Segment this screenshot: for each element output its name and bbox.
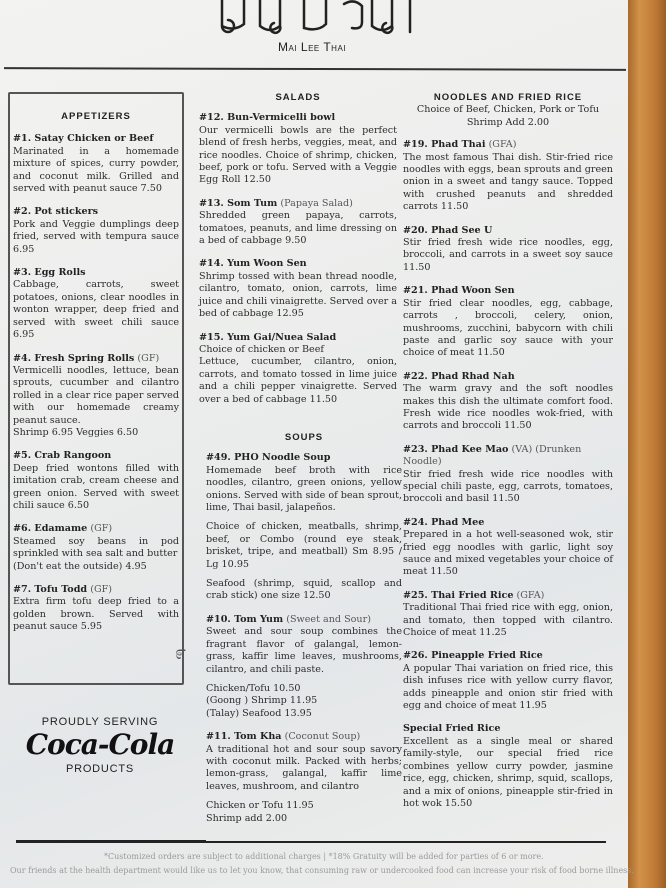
footer-note-charges: *Customized orders are subject to additional charges | *18% Gratuity will be added for parties of 6 or more. (104, 852, 544, 861)
menu-item-name: #14. Yum Woon Sen (199, 258, 307, 270)
menu-item-name: #5. Crab Rangoon (13, 450, 112, 462)
menu-item (206, 452, 402, 602)
menu-item (403, 590, 613, 640)
menu-item (13, 450, 179, 512)
menu-item-title-row (13, 206, 179, 218)
menu-item-title-row (199, 258, 397, 270)
menu-item-name: #4. Fresh Spring Rolls (13, 352, 135, 364)
menu-item-price-note: Chicken or Tofu 11.95 Shrimp add 2.00 (206, 800, 314, 824)
thai-script-logo (212, 0, 422, 36)
wooden-table-edge (628, 0, 666, 888)
menu-item (199, 198, 397, 248)
menu-item-tag: (Sweet and Sour) (286, 613, 371, 625)
menu-item-description: Stir fried clear noodles, egg, cabbage, carrots , broccoli, celery, onion, mushrooms, zucchini, babycorn with chili paste and garlic soy sauce with your choice of meat 11.50 (403, 297, 613, 359)
divider (16, 840, 206, 843)
menu-item-description: Extra firm tofu deep fried to a golden brown. Served with peanut sauce 5.95 (13, 596, 179, 633)
menu-item-description: The most famous Thai dish. Stir-fried rice noodles with eggs, bean sprouts and green onion in a sweet and tangy sauce. Topped with crushed peanuts and shredded carrots 11.50 (403, 151, 613, 213)
menu-item (199, 258, 397, 320)
menu-item-tag: (VA) (Drunken Noodle) (403, 443, 582, 468)
coca-cola-logo: Coca-Cola (25, 728, 175, 761)
menu-item-description: Marinated in a homemade mixture of spices, curry powder, and coconut milk. Grilled and served with peanut sauce 7.50 (13, 145, 179, 195)
menu-item-price-note: Seafood (shrimp, squid, scallop and crab stick) one size 12.50 (206, 578, 402, 602)
menu-item-tag: (GF) (90, 523, 113, 535)
menu-item-name: #24. Phad Mee (403, 516, 485, 528)
menu-item-tag: (Papaya Salad) (280, 197, 353, 209)
menu-item (206, 614, 402, 720)
menu-item-description: (Don't eat the outside) 4.95 (13, 560, 147, 572)
menu-item-name: Special Fried Rice (403, 723, 501, 735)
menu-item-description: A traditional hot and sour soup savory with coconut milk. Packed with herbs; lemon-grass, galangal, kaffir lime leaves, mushroom, and cilantro (206, 743, 402, 792)
menu-item (403, 517, 613, 579)
menu-item-title-row (403, 590, 613, 602)
menu-item (13, 353, 179, 440)
menu-item-description: Shrimp tossed with bean thread noodle, cilantro, tomato, onion, carrots, lime juice and chili vinaigrette. Served over a bed of cabbage 12.95 (199, 270, 397, 320)
restaurant-name: Mai Lee Thai (278, 40, 347, 54)
menu-item-title-row (403, 285, 613, 297)
menu-item-name: #20. Phad See U (403, 224, 493, 236)
promo-top: PROUDLY SERVING (41, 716, 159, 728)
menu-item-title-row (403, 723, 613, 735)
menu-item-title-row (403, 444, 613, 469)
menu-item-description: Stir fried fresh wide rice noodles, egg, broccoli, and carrots in a sweet soy sauce 11.50 (403, 237, 613, 273)
menu-item-description: Prepared in a hot well-seasoned wok, stir fried egg noodles with garlic, light soy sauce and mixed vegetables your choice of meat 11.50 (403, 529, 613, 578)
menu-item-title-row (13, 353, 179, 365)
noodles-section (403, 92, 613, 810)
menu-item (13, 206, 179, 256)
menu-item (403, 285, 613, 359)
menu-item-title-row (13, 584, 179, 596)
soups-heading: SOUPS (284, 432, 324, 443)
menu-item-title-row (403, 225, 613, 237)
menu-item-name: #7. Tofu Todd (13, 584, 88, 595)
menu-item-price-note: Chicken/Tofu 10.50 (Goong ) Shrimp 11.95 (Talay) Seafood 13.95 (206, 682, 318, 719)
promo-bottom: PRODUCTS (65, 763, 135, 775)
soups-section (206, 432, 402, 825)
menu-item-title-row (199, 332, 397, 344)
menu-item-name: #21. Phad Woon Sen (403, 285, 515, 297)
menu-item-name: #25. Thai Fried Rice (403, 589, 514, 601)
menu-item-title-row (13, 267, 179, 279)
menu-item-description: Shredded green papaya, carrots, tomatoes, peanuts, and lime dressing on a bed of cabbage 9.50 (199, 210, 397, 247)
menu-item-description: Traditional Thai fried rice with egg, onion, and tomato, then topped with cilantro. Choice of meat 11.25 (403, 602, 613, 639)
menu-item (403, 225, 613, 275)
menu-item (206, 731, 402, 825)
menu-item-name: #3. Egg Rolls (13, 267, 86, 279)
menu-item-title-row (13, 523, 179, 535)
coca-cola-promo (20, 716, 180, 775)
menu-item-name: #26. Pineapple Fried Rice (403, 650, 543, 662)
menu-item-name: #1. Satay Chicken or Beef (13, 133, 154, 145)
menu-item-name: #6. Edamame (13, 523, 88, 535)
menu-item-tag: (GFA) (488, 139, 517, 151)
menu-item-description: Steamed soy beans in pod sprinkled with sea salt and butter (13, 535, 179, 560)
menu-item (199, 332, 397, 406)
menu-item-name: #12. Bun-Vermicelli bowl (199, 112, 336, 124)
menu-item-name: #10. Tom Yum (206, 613, 284, 625)
menu-item-name: #49. PHO Noodle Soup (206, 452, 331, 464)
menu-item-description: A popular Thai variation on fried rice, this dish infuses rice with yellow curry flavor, adds pineapple and onion stir fried with egg and choice of meat 11.95 (403, 662, 613, 712)
menu-item-description: Excellent as a single meal or shared family-style, our special fried rice combines yellow curry powder, jasmine rice, egg, chicken, shrimp, squid, scallops, and a mix of onions, pineapple stir-fried in hot wok 15.50 (403, 735, 613, 809)
footer-note-health: Our friends at the health department would like us to let you know, that consuming raw or undercooked food can increase your risk of food borne illness. (10, 866, 634, 875)
menu-item-title-row (199, 198, 397, 210)
menu-item-description: Lettuce, cucumber, cilantro, onion, carrots, and tomato tossed in lime juice and a chili pepper vinaigrette. Served over a bed of cabbage 11.50 (199, 356, 397, 405)
menu-item-name: #2. Pot stickers (13, 206, 99, 218)
divider (206, 841, 606, 843)
menu-item-name: #15. Yum Gai/Nuea Salad (199, 331, 337, 343)
section-subtitle: Shrimp Add 2.00 (466, 116, 550, 128)
menu-item-name: #13. Som Tum (199, 197, 278, 209)
menu-item-title-row (206, 731, 402, 743)
menu-item-title-row (13, 450, 179, 462)
menu-item (403, 723, 613, 810)
menu-item-description: Choice of chicken or Beef (199, 343, 324, 355)
menu-item (403, 371, 613, 433)
menu-item-name: #22. Phad Rhad Nah (403, 370, 515, 382)
menu-item-description: Homemade beef broth with rice noodles, cilantro, green onions, yellow onions. Served with side of bean sprout, lime, Thai basil, jalapeños. (206, 464, 403, 514)
appetizers-section (13, 111, 179, 634)
menu-item (13, 523, 179, 573)
menu-item-name: #23. Phad Kee Mao (403, 443, 509, 455)
section-subtitle: Choice of Beef, Chicken, Pork or Tofu (416, 104, 600, 116)
menu-item-description: Stir fried fresh wide rice noodles with special chili paste, egg, carrots, tomatoes, broccoli and basil 11.50 (403, 468, 613, 505)
menu-item-tag: (GFA) (516, 589, 545, 601)
menu-item-tag: (GF) (90, 584, 113, 595)
menu-item-description: Deep fried wontons filled with imitation crab, cream cheese and green onion. Served with sweet chili sauce 6.50 (13, 462, 179, 511)
menu-item-title-row (403, 650, 613, 662)
menu-item-title-row (403, 139, 613, 151)
menu-item-tag: (GF) (137, 352, 160, 364)
menu-item (13, 584, 179, 634)
menu-item-title-row (199, 112, 397, 124)
menu-item-description: Vermicelli noodles, lettuce, bean sprouts, cucumber and cilantro rolled in a clear rice paper served with our homemade creamy peanut sauce. (13, 364, 179, 426)
menu-item-title-row (206, 452, 402, 464)
menu-item (403, 444, 613, 506)
menu-item-description: Our vermicelli bowls are the perfect blend of fresh herbs, veggies, meat, and rice noodles. Choice of shrimp, chicken, beef, pork or tofu. Served with a Veggie Egg Roll 12.50 (199, 124, 397, 186)
menu-item (13, 267, 179, 341)
menu-item-name: #11. Tom Kha (206, 731, 282, 743)
menu-item (403, 650, 613, 712)
menu-item-price-note: Choice of chicken, meatballs, shrimp, beef, or Combo (round eye steak, brisket, tripe, and meatball) Sm 8.95 / Lg 10.95 (206, 521, 402, 570)
menu-item-title-row (403, 517, 613, 529)
menu-item (199, 112, 397, 186)
menu-item-name: #19. Phad Thai (403, 139, 486, 151)
menu-item-description: Sweet and sour soup combines the fragrant flavor of galangal, lemon-grass, kaffir lime leaves, mushrooms, cilantro, and chili paste. (206, 626, 402, 675)
menu-item-title-row (206, 614, 402, 626)
salads-section (199, 92, 397, 406)
menu-item (403, 139, 613, 213)
menu-item-description: Pork and Veggie dumplings deep fried, served with tempura sauce 6.95 (13, 218, 179, 255)
menu-item-description: The warm gravy and the soft noodles makes this dish the ultimate comfort food. Fresh wide rice noodles wok-fried, with carrots and broccoli 11.50 (403, 383, 613, 432)
salads-heading: SALADS (275, 92, 321, 103)
appetizers-heading: APPETIZERS (61, 111, 131, 122)
menu-item-title-row (13, 133, 179, 145)
menu-item (13, 133, 179, 195)
menu-item-tag: (Coconut Soup) (284, 731, 361, 743)
menu-item-title-row (403, 371, 613, 383)
swirl-ornament: ೯ (175, 640, 187, 664)
menu-item-description: Shrimp 6.95 Veggies 6.50 (13, 426, 139, 438)
menu-item-description: Cabbage, carrots, sweet potatoes, onions, clear noodles in wonton wrapper, deep fried and served with sweet chili sauce 6.95 (13, 279, 179, 341)
noodles-heading: NOODLES AND FRIED RICE (433, 92, 583, 103)
